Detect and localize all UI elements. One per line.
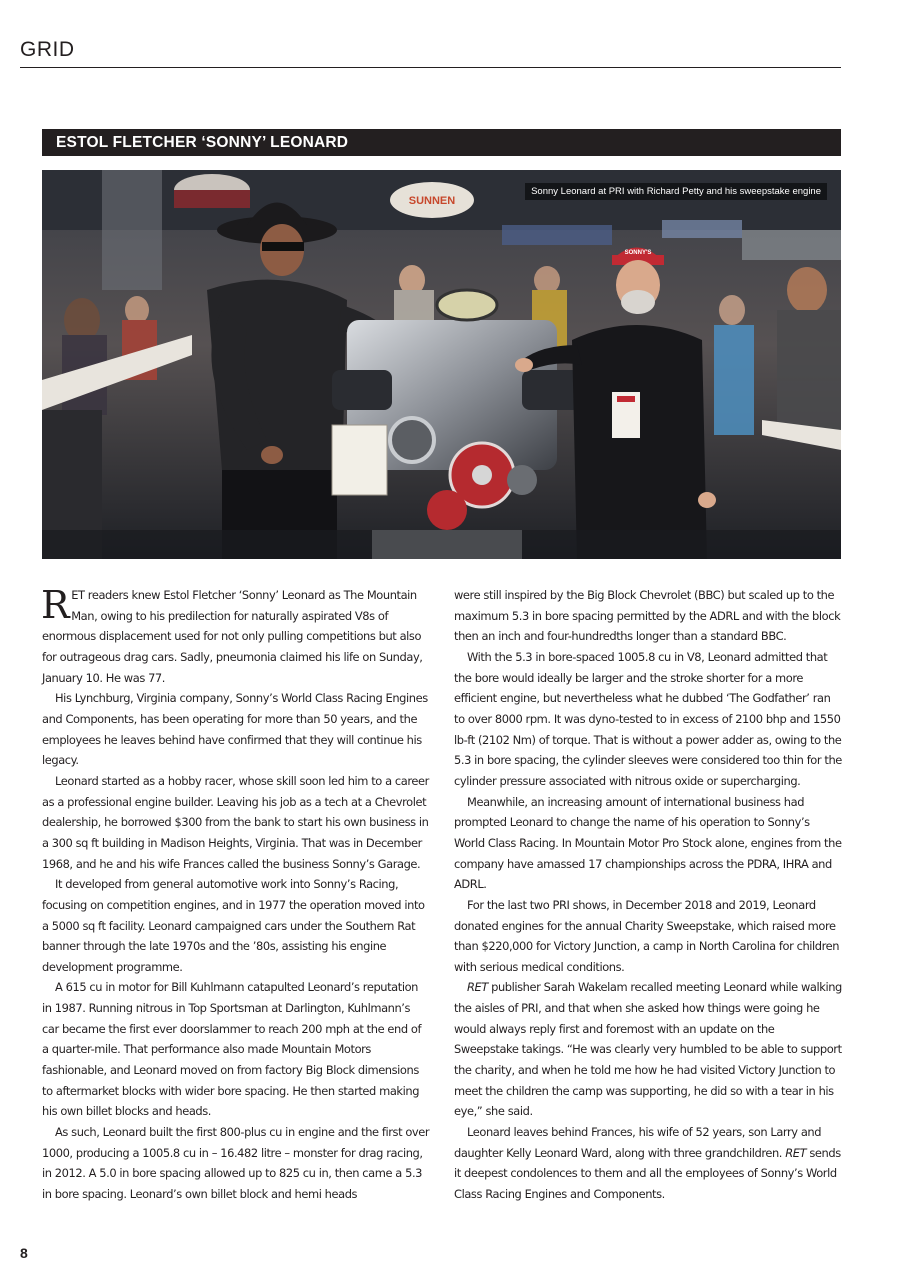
paragraph: [454, 1122, 842, 1205]
article-photo: [42, 170, 841, 559]
article-column-right: [454, 585, 842, 1205]
article-column-left: [42, 585, 430, 1205]
publication-name: RET: [467, 980, 488, 995]
paragraph: [42, 585, 430, 688]
paragraph: His Lynchburg, Virginia company, Sonny’s World Class Racing Engines and Components, has been operating for more than 50 years, and the employees he leaves behind have confirmed that they will continue his legacy.: [42, 691, 428, 768]
article-title: ESTOL FLETCHER ‘SONNY’ LEONARD: [42, 129, 841, 156]
paragraph-text: ET readers knew Estol Fletcher ‘Sonny’ Leonard as The Mountain Man, owing to his predilection for naturally aspirated V8s of enormous displacement used for not only pulling competitions but also for outrageous drag cars. Sadly, pneumonia claimed his life on Sunday, January 10. He was 77.: [42, 588, 423, 685]
info-sheet: [332, 425, 387, 495]
paragraph: For the last two PRI shows, in December 2018 and 2019, Leonard donated engines for the annual Charity Sweepstake, which raised more than $220,000 for Victory Junction, a camp in North Carolina for children with serious medical conditions.: [454, 897, 840, 974]
drop-cap: R: [41, 583, 70, 627]
paragraph: It developed from general automotive work into Sonny’s Racing, focusing on competition engines, and in 1977 the operation moved into a 5000 sq ft facility. Leonard campaigned cars under the Southern Rat banner through the late 1970s and the ’80s, assisting his engine development programme.: [42, 877, 425, 974]
paragraph: A 615 cu in motor for Bill Kuhlmann catapulted Leonard’s reputation in 1987. Running nitrous in Top Sportsman at Darlington, Kuhlmann’s car became the first ever doorslammer to reach 200 mph at the end of a quarter-mile. That performance also made Mountain Motors fashionable, and Leonard moved on from factory Big Block dimensions to aftermarket blocks with wider bore spacing. He then started making his own billet blocks and heads.: [42, 980, 422, 1119]
sunnen-sign-text: SUNNEN: [408, 195, 456, 207]
paragraph: [454, 977, 842, 1122]
paragraph: With the 5.3 in bore-spaced 1005.8 cu in V8, Leonard admitted that the bore would ideally be larger and the stroke shorter for a more efficient engine, but nevertheless what he dubbed ‘The Godfather’ ran to over 8000 rpm. It was dyno-tested to in excess of 2100 bhp and 1550 lb-ft (2102 Nm) of torque. That is without a power adder as, owing to the 5.3 in bore spacing, the cylinder sleeves were considered too thin for the cylinder pressure associated with nitrous oxide or supercharging.: [454, 649, 842, 788]
publication-name: RET: [785, 1145, 807, 1160]
section-label: GRID: [20, 38, 75, 61]
page-number: 8: [20, 1245, 28, 1261]
paragraph-continuation: were still inspired by the Big Block Chevrolet (BBC) but scaled up to the maximum 5.3 in bore spacing permitted by the ADRL and with the block then an inch and four-hundredths longer than a standard BBC.: [454, 588, 841, 644]
paragraph: Meanwhile, an increasing amount of international business had prompted Leonard to change the name of his operation to Sonny’s World Class Racing. In Mountain Motor Pro Stock alone, engines from the company have amassed 17 championships across the PDRA, IHRA and ADRL.: [454, 794, 842, 892]
paragraph: As such, Leonard built the first 800-plus cu in engine and the first over 1000, producing a 1005.8 cu in – 16.482 litre – monster for drag racing, in 2012. A 5.0 in bore spacing allowed up to 825 cu in, then came a 5.3 in bore spacing. Leonard’s own billet block and hemi heads: [42, 1125, 430, 1202]
cap-badge: SONNY'S: [624, 250, 652, 256]
paragraph-text: Leonard leaves behind Frances, his wife of 52 years, son Larry and daughter Kelly Leonard Ward, along with three grandchildren.: [454, 1125, 822, 1160]
photo-caption: Sonny Leonard at PRI with Richard Petty and his sweepstake engine: [525, 183, 827, 200]
paragraph: Leonard started as a hobby racer, whose skill soon led him to a career as a professional engine builder. Leaving his job as a tech at a Chevrolet dealership, he borrowed $300 from the bank to start his own business in a 300 sq ft building in Madison Heights, Virginia. That was in December 1968, and he and his wife Frances called the business Sonny’s Garage.: [42, 773, 429, 871]
header-rule: [20, 67, 841, 68]
paragraph-text: publisher Sarah Wakelam recalled meeting Leonard while walking the aisles of PRI, and that when she asked how things were going he would always reply first and foremost with an update on the Sweepstake takings. “He was clearly very humbled to be able to support the charity, and when he told me how he had visited Victory Junction to meet the children the camp was supporting, he did so with a tear in his eye,” she said.: [454, 980, 842, 1119]
paragraph-text: sends it deepest condolences to them and all the employees of Sonny’s World Class Racing Engines and Components.: [454, 1145, 841, 1202]
photo-illustration: [42, 170, 841, 559]
